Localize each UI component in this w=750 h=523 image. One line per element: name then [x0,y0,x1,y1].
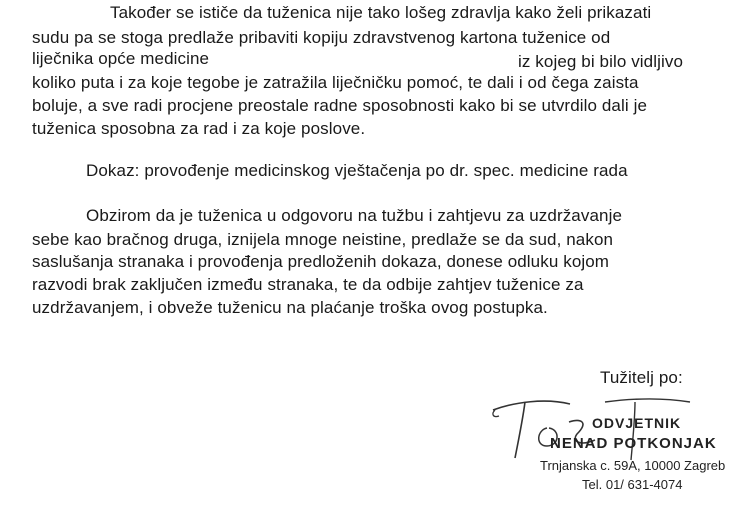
paragraph-2-line-4: razvodi brak zaključen između stranaka, te da odbije zahtjev tuženice za [32,275,584,294]
signatory-label: Tužitelj po: [600,368,683,387]
paragraph-1-line-6: tuženica sposobna za rad i za koje poslove. [32,119,366,138]
paragraph-2-line-3: saslušanja stranaka i provođenja predloženih dokaza, donese odluku kojom [32,252,610,271]
paragraph-2-line-5: uzdržavanjem, i obveže tuženicu na plaćanje troška ovog postupka. [32,298,548,317]
stamp-name: NENAD POTKONJAK [550,435,717,452]
paragraph-1-line-1: Također se ističe da tuženica nije tako lošeg zdravlja kako želi prikazati [110,3,652,22]
paragraph-2-line-2: sebe kao bračnog druga, iznijela mnoge neistine, predlaže se da sud, nakon [32,230,614,249]
paragraph-1-line-5: boluje, a sve radi procjene preostale radne sposobnosti kako bi se utvrdilo dali je [32,96,647,115]
stamp-title: ODVJETNIK [592,415,682,431]
paragraph-1-line-4: koliko puta i za koje tegobe je zatražila liječničku pomoć, te dali i od čega zaista [32,73,639,92]
evidence-line: Dokaz: provođenje medicinskog vještačenja po dr. spec. medicine rada [86,161,628,180]
stamp-phone: Tel. 01/ 631-4074 [582,477,683,492]
paragraph-2-line-1: Obzirom da je tuženica u odgovoru na tužbu i zahtjevu za uzdržavanje [86,206,622,225]
paragraph-1-line-3b: iz kojeg bi bilo vidljivo [518,52,684,71]
paragraph-1-line-2: sudu pa se stoga predlaže pribaviti kopiju zdravstvenog kartona tuženice od [32,28,611,47]
stamp-address: Trnjanska c. 59A, 10000 Zagreb [540,458,726,473]
paragraph-1-line-3a: liječnika opće medicine [32,49,210,68]
